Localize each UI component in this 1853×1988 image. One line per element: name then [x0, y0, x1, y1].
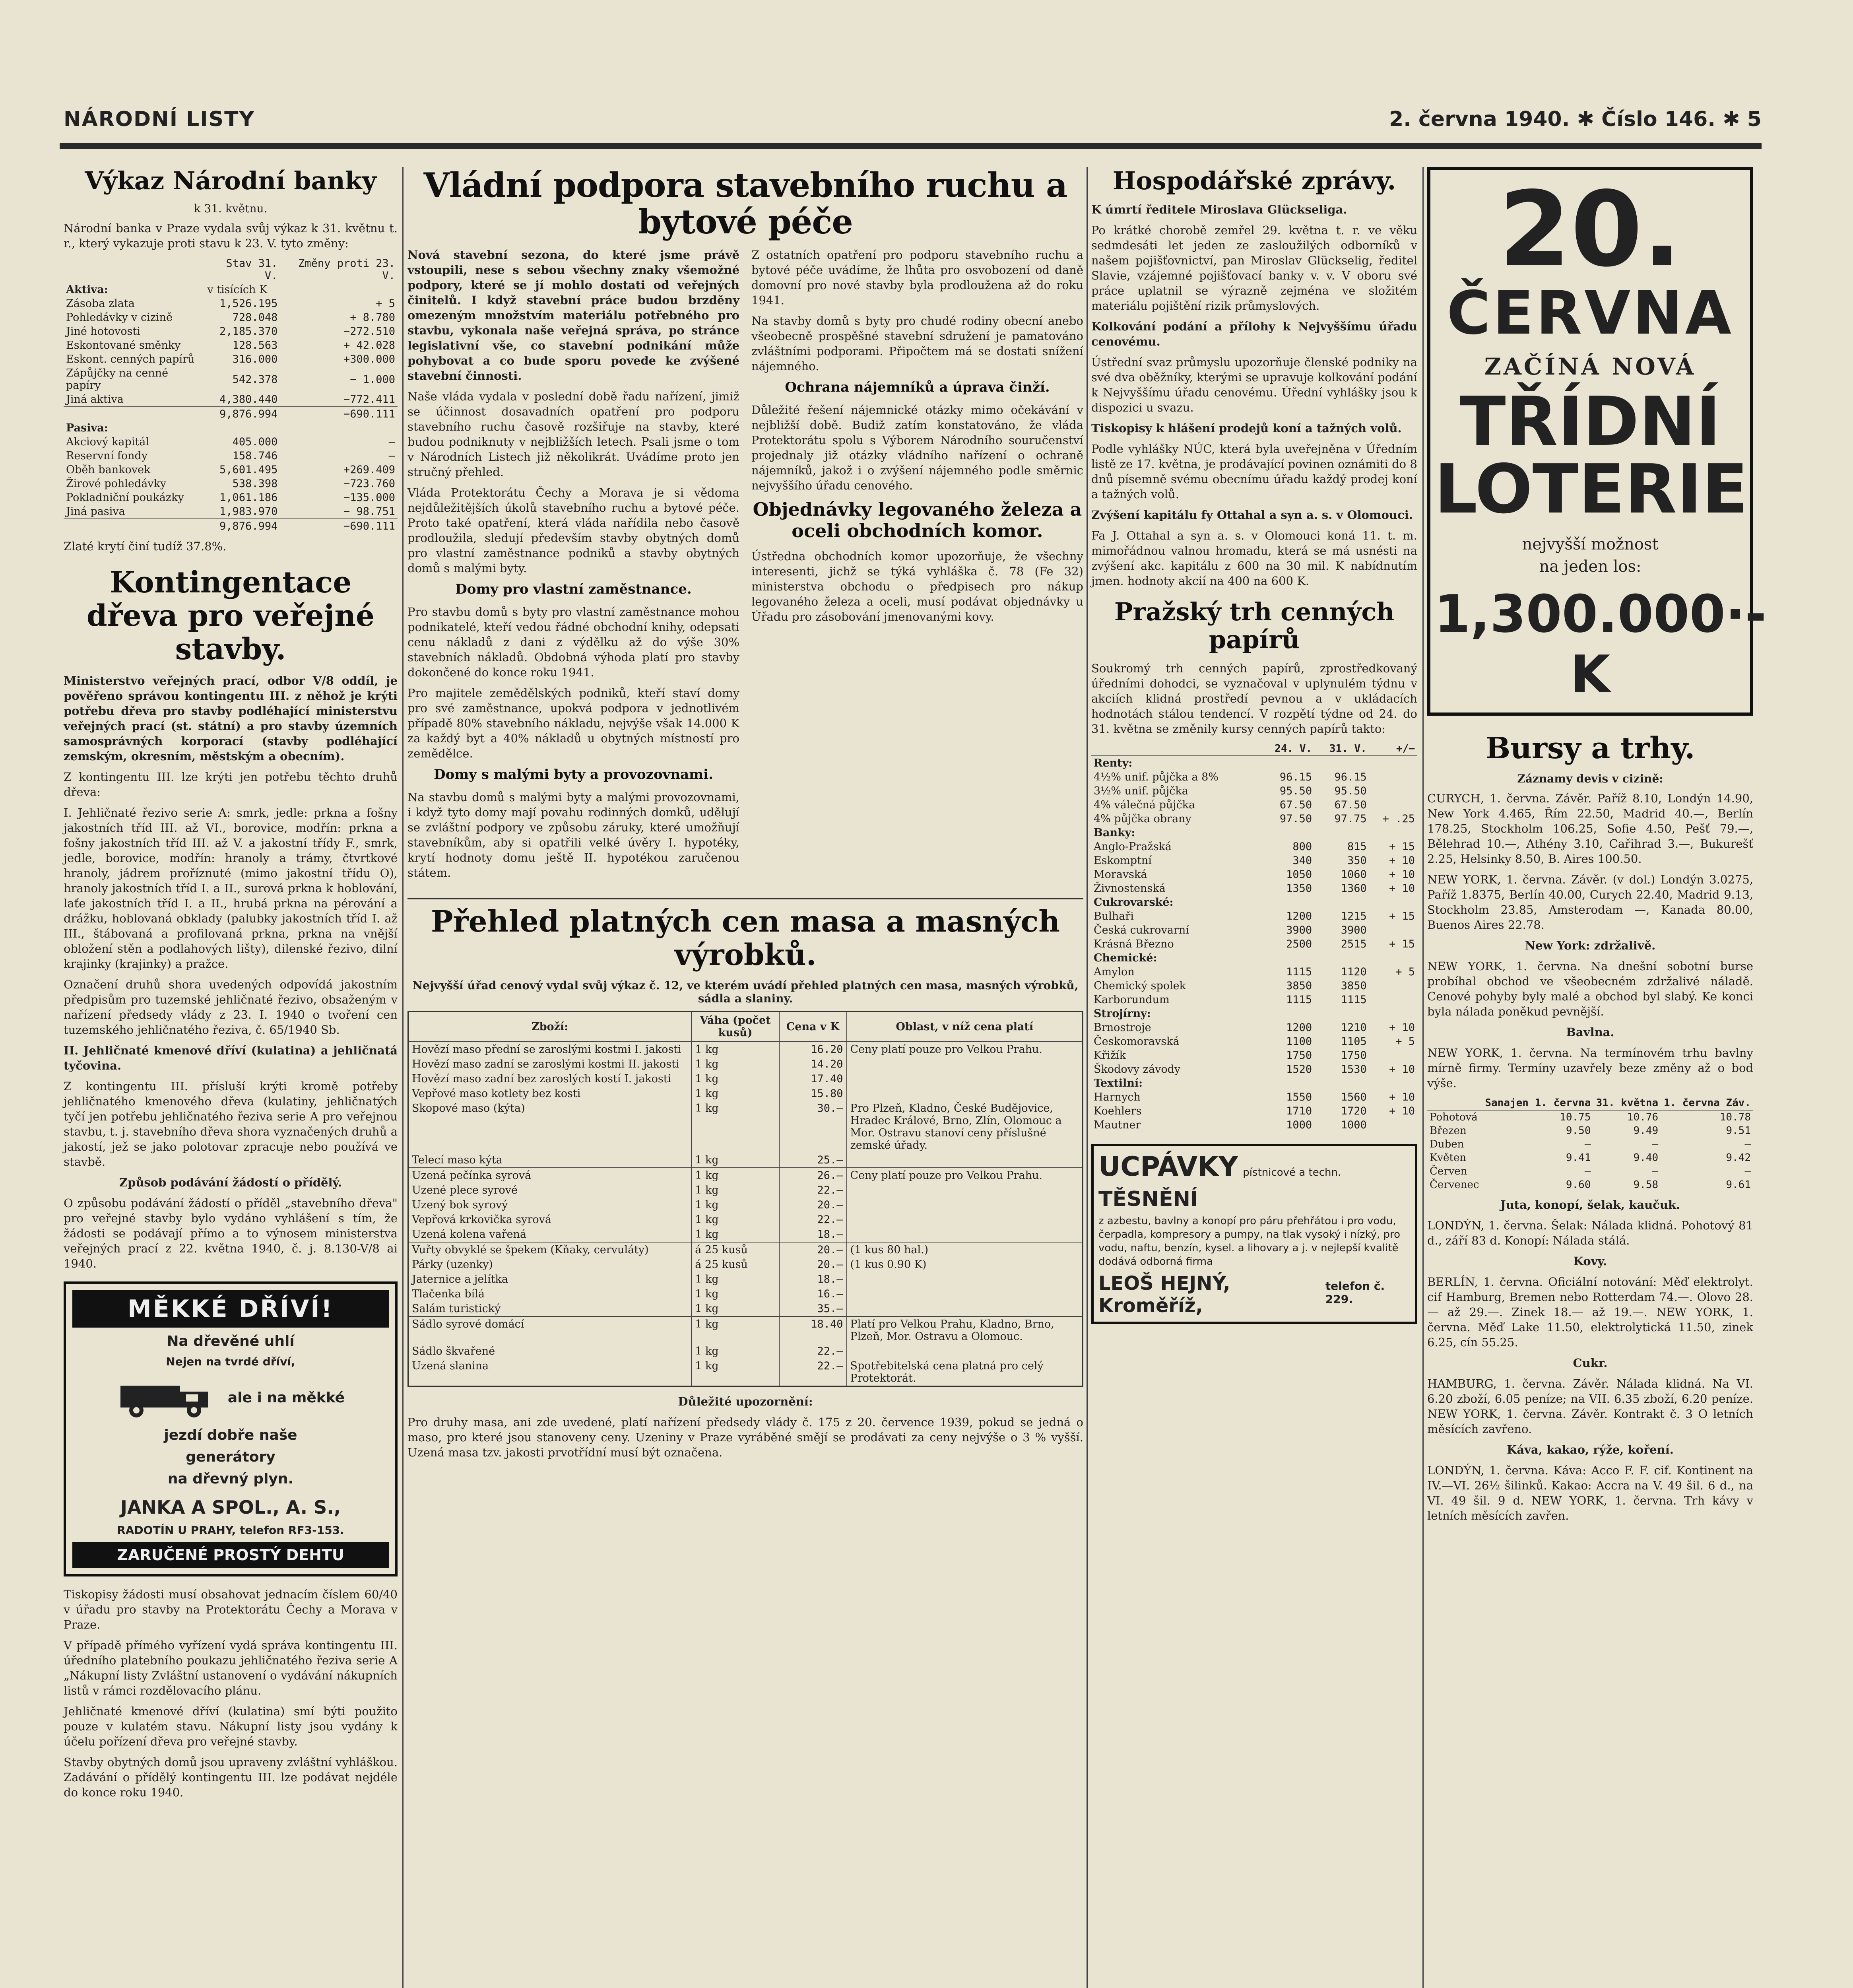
article-subheading: Juta, konopí, šelak, kaučuk.	[1500, 1198, 1680, 1211]
table-row: Mautner 1000 1000	[1094, 1119, 1367, 1131]
dateline: 2. června 1940. ✱ Číslo 146. ✱ 5	[1389, 107, 1762, 131]
notice-title: Důležité upozornění:	[678, 1395, 813, 1408]
article-subheading: Cukr.	[1573, 1356, 1608, 1370]
table-header: +/−	[1369, 742, 1417, 756]
table-header: 31. V.	[1314, 742, 1369, 756]
table-row: Eskomptní 340 350 + 10	[1094, 854, 1415, 867]
ad-firm: LEOŠ HEJNÝ, Kroměříž,	[1098, 1272, 1230, 1317]
table-row: 3½% unif. půjčka 95.50 95.50	[1094, 785, 1367, 797]
article-subheading: Zvýšení kapitálu fy Ottahal a syn a. s. v Olomouci.	[1091, 508, 1413, 522]
column-4	[1427, 167, 1767, 1529]
table-row: Škodovy závody 1520 1530 + 10	[1094, 1063, 1415, 1076]
table-header: Oblast, v níž cena platí	[847, 1011, 1083, 1042]
column-3	[1091, 167, 1417, 1324]
ad-banner: MĚKKÉ DŘÍVÍ!	[72, 1290, 389, 1328]
stock-group-label: Strojírny:	[1094, 1008, 1151, 1020]
lottery-advertisement	[1427, 167, 1767, 716]
table-header	[64, 256, 205, 283]
column-rule	[1087, 167, 1088, 1988]
table-row: Křižík 1750 1750	[1094, 1049, 1367, 1062]
ad-line: generátory	[186, 1449, 276, 1465]
gold-cover-note: Zlaté krytí činí tudíž 37.8%.	[64, 540, 227, 553]
ad-line: jezdí dobře naše	[164, 1427, 297, 1443]
meat-prices-subtitle: Nejvyšší úřad cenový vydal svůj výkaz č. 12, ve kterém uvádí přehled platných cen masa, masných výrobků, sádla a slaniny.	[412, 979, 1079, 1005]
article-subheading: Kovy.	[1573, 1254, 1607, 1268]
table-row: Sádlo škvařené 1 kg 22.—	[408, 1344, 1083, 1359]
table-row: Jaternice a jelítka 1 kg 18.—	[408, 1272, 1083, 1287]
table-total-row: 9,876.994 −690.111	[64, 519, 398, 533]
article-paragraph: NEW YORK, 1. června. Na dnešní sobotní burse probíhal obchod ve všeobecném zdržalivé náladě. Cenové pohyby byly malé a obchod byl slabý. Ke konci byla nálada poněkud pevnější.	[1427, 959, 1753, 1018]
article-subheading: New York: zdržalivě.	[1525, 939, 1656, 952]
stock-group-label: Textilní:	[1094, 1077, 1143, 1089]
article-paragraph: Jehličnaté kmenové dříví (kulatina) smí býti použito pouze v kulatém stavu. Nákupní listy jsou vydány k účelu pořízení dřeva pro veřejné stavby.	[64, 1705, 398, 1748]
table-row: Květen 9.41 9.40 9.42	[1430, 1152, 1751, 1164]
table-row: Českomoravská 1100 1105 + 5	[1094, 1035, 1415, 1048]
table-row: Párky (uzenky) á 25 kusů 20.— (1 kus 0.90 K)	[408, 1257, 1083, 1272]
table-row: Vepřová krkovička syrová 1 kg 22.—	[408, 1212, 1083, 1227]
masthead	[60, 99, 1762, 149]
column-2	[407, 167, 1083, 1466]
table-header: Sanajen 1. června	[1482, 1096, 1593, 1110]
table-row: Karborundum 1115 1115	[1094, 994, 1367, 1006]
table-row: Hovězí maso zadní bez zaroslých kostí I. jakosti 1 kg 17.40	[408, 1072, 1083, 1086]
article-paragraph: LONDÝN, 1. června. Káva: Acco F. F. cif. Kontinent na IV.—VI. 26½ šilinků. Kakao: Accra na V. 49 šil. 6 d., na VI. 49 šil. 9 d. NEW YORK, 1. června. Trh kávy v letních měsících zavřen.	[1427, 1464, 1753, 1522]
article-paragraph: LONDÝN, 1. června. Šelak: Nálada klidná. Pohotový 81 d., září 83 d. Konopí: Nálada stálá.	[1427, 1219, 1753, 1247]
table-row: Brnostroje 1200 1210 + 10	[1094, 1021, 1415, 1034]
ad-title: TĚSNĚNÍ	[1098, 1187, 1198, 1211]
meat-prices-title: Přehled platných cen masa a masných výrobků.	[407, 898, 1083, 972]
article-paragraph: HAMBURG, 1. června. Závěr. Nálada klidná. Na VI. 6.20 zboží, 6.05 peníze; na VII. 6.35 zboží, 6.20 peníze. NEW YORK, 1. června. Závěr. Kontrakt č. 3 O letních měsících zavřeno.	[1427, 1377, 1753, 1436]
table-row: Žirové pohledávky 538.398 −723.760	[66, 478, 395, 490]
ad-firm: JANKA A SPOL., A. S.,	[120, 1497, 341, 1518]
bank-report-table	[64, 256, 398, 533]
section-label: Pasiva:	[66, 422, 108, 434]
table-row: Červenec 9.60 9.58 9.61	[1430, 1179, 1751, 1191]
table-row: 4% půjčka obrany 97.50 97.75 + .25	[1094, 813, 1415, 825]
table-header: 24. V.	[1260, 742, 1315, 756]
article-subheading: Objednávky legovaného železa a oceli obchodních komor.	[753, 499, 1082, 542]
construction-support-title: Vládní podpora stavebního ruchu a bytové péče	[423, 165, 1067, 241]
article-paragraph: O způsobu podávání žádostí o příděl „stavebního dřeva" pro veřejné stavby bylo vydáno vyhlášení s tím, že žádosti se podávají přímo a to výnosem ministerstva veřejných prací z 22. května 1940, č. j. 8.130-V/8 ai 1940.	[64, 1196, 398, 1270]
article-paragraph: Ústřední svaz průmyslu upozorňuje členské podniky na své dva oběžníky, kterými se upravuje kolkování podání k Nejvyššímu úřadu cenovému. Úřední vyhlášky jsou k dispozici u svazu.	[1091, 355, 1417, 414]
units-label: v tisících K	[207, 283, 268, 296]
article-paragraph: Naše vláda vydala v poslední době řadu nařízení, jimiž se účinnost dosavadních opatření pro podporu stavebního ruchu časově rozšiřuje na stavby, které budou podniknuty v nejbližších letech. Psali jsme o tom v Národních Listech již několikrát. Uvádíme proto jen stručný přehled.	[407, 390, 739, 479]
table-row: Červen — — —	[1430, 1165, 1751, 1177]
article-paragraph: Označení druhů shora uvedených odpovídá jakostním předpisům pro tuzemské jehličnaté řezivo, obsaženým v nařízení předsedy vlády z 23. I. 1940 o tvoření cen tuzemského jehličnatého řeziva, č. 65/1940 Sb.	[64, 978, 398, 1037]
paper-title: NÁRODNÍ LISTY	[64, 107, 255, 131]
table-header	[1091, 742, 1260, 756]
table-row: Uzený bok syrový 1 kg 20.—	[408, 1198, 1083, 1212]
article-paragraph: Ústředna obchodních komor upozorňuje, že všechny interesenti, jichž se týká vyhláška č. 78 (Fe 32) ministerstva obchodu o předpisech pro nákup legovaného železa a oceli, musí podávat objednávky u Úřadu pro zásobování jmenovanými kovy.	[751, 549, 1083, 623]
article-subheading: II. Jehličnaté kmenové dříví (kulatina) a jehličnatá tyčovina.	[64, 1044, 398, 1072]
article-subheading: Způsob podávání žádostí o přídělý.	[119, 1176, 342, 1189]
table-row: Krásná Březno 2500 2515 + 15	[1094, 938, 1415, 950]
article-paragraph: Po krátké chorobě zemřel 29. května t. r. ve věku sedmdesáti let jeden ze zasloužilých odborníků v našem pojišťovnictví, pan Miroslav Glückselig, ředitel Slavie, vzájemné pojišťovací banky v. v. V oboru své práce uplatnil se výrazně zejména ve složitém materiálu pojištění rizik průmyslových.	[1091, 223, 1417, 313]
table-row: Akciový kapitál 405.000 —	[66, 436, 395, 448]
table-row: Březen 9.50 9.49 9.51	[1430, 1125, 1751, 1137]
article-lead: Ministerstvo veřejných prací, odbor V/8 oddíl, je pověřeno správou kontingentu III. z něhož je krýti potřebu dřeva pro stavby podléhající ministerstvu veřejných prací (st. státní) a pro stavby územních samosprávných korporací (stavby podléhající zemským, okresním, městským a obecním).	[64, 674, 398, 763]
article-paragraph: V případě přímého vyřízení vydá správa kontingentu III. úředního platebního poukazu jehličnatého řeziva serie A „Nákupní listy Zvláštní ustanovení o vydávání nákupních listů v rámci rozdělovacího plánu.	[64, 1639, 398, 1697]
article-paragraph: Na stavby domů s byty pro chudé rodiny obecní anebo všeobecně prospěšné stavební sdružení je pamatováno zvláštními podporami. Připočtem má se dostati snížení nájemného.	[751, 314, 1083, 373]
table-row: Uzená kolena vařená 1 kg 18.—	[408, 1227, 1083, 1242]
lottery-word-1: TŘÍDNÍ	[1459, 382, 1721, 461]
table-total-row: 9,876.994 −690.111	[64, 407, 398, 421]
article-paragraph: Důležité řešení nájemnické otázky mimo očekávání v nejbližší době. Budiž zatím konstatováno, že vláda Protektorátu spolu s Výborem Národního souručenství projednaly již otázky vládního nařízení o ochraně nájemníků, jakož i o zvýšení nájemného podle směrnic nejvyššího úřadu cenového.	[751, 403, 1083, 492]
stock-group-label: Cukrovarské:	[1094, 896, 1174, 909]
column-1	[64, 167, 398, 1806]
table-row: Sádlo syrové domácí 1 kg 18.40 Platí pro Velkou Prahu, Kladno, Brno, Plzeň, Mor. Ostravu a Olomouc.	[408, 1316, 1083, 1344]
lottery-month: ČERVNA	[1447, 279, 1734, 348]
article-paragraph: Z kontingentu III. lze krýti jen potřebu těchto druhů dřeva:	[64, 770, 398, 799]
article-paragraph: CURYCH, 1. června. Závěr. Paříž 8.10, Londýn 14.90, New York 4.465, Řím 22.50, Madrid 40.—, Berlín 178.25, Stockholm 106.25, Sofie 4.50, Pešť 79.—, Bělehrad 10.—, Athény 3.10, Cařihrad 3.—, Bukurešť 2.25, Helsinky 8.50, B. Aires 100.50.	[1427, 792, 1753, 866]
table-row: Pohotová 10.75 10.76 10.78	[1430, 1111, 1751, 1123]
article-paragraph: Podle vyhlášky NÚC, která byla uveřejněna v Úředním listě ze 17. května, je prodávající povinen oznámiti do 8 dnů písemně svému obecnímu úřadu každý prodej koní a tažných volů.	[1091, 442, 1417, 501]
table-row: Bulhaři 1200 1215 + 15	[1094, 910, 1415, 922]
article-paragraph: Z kontingentu III. přísluší krýti kromě potřeby jehličnatého kmenového dřeva (kulatiny, jehličnatých tyčí jen potřebu jehličnatého řeziva serie A pro veřejnou stavbu, t. j. stavebního dřeva shora vyznačených druhů a jakostí, jež se jako polotovar zpracuje nebo používá ve stavbě.	[64, 1079, 398, 1169]
article-paragraph: NEW YORK, 1. června. Závěr. (v dol.) Londýn 3.0275, Paříž 1.8375, Berlín 40.00, Curych 22.40, Madrid 9.13, Stockholm 23.85, Amsterodam —, Kanada 80.00, Buenos Aires 22.78.	[1427, 873, 1753, 932]
ad-title: UCPÁVKY	[1098, 1151, 1238, 1182]
article-paragraph: Tiskopisy žádosti musí obsahovat jednacím číslem 60/40 v úřadu pro stavby na Protektorátu Čechy a Morava v Praze.	[64, 1588, 398, 1631]
table-row: Oběh bankovek 5,601.495 +269.409	[66, 464, 395, 476]
table-row: Chemický spolek 3850 3850	[1094, 980, 1367, 992]
ad-line: na dřevný plyn.	[167, 1471, 294, 1487]
table-row: Uzené plece syrové 1 kg 22.—	[408, 1183, 1083, 1198]
table-row: Skopové maso (kýta) 1 kg 30.— Pro Plzeň, Kladno, České Budějovice, Hradec Králové, Brno, Zlín, Olomouc a Mor. Ostravu stanoví ceny příslušné zemské úřady.	[408, 1101, 1083, 1153]
lottery-note: nejvyšší možnost	[1522, 535, 1659, 553]
ad-line: ale i na měkké	[227, 1389, 345, 1406]
lottery-day: 20.	[1498, 170, 1682, 290]
article-subheading: Domy pro vlastní zaměstnance.	[455, 581, 692, 597]
table-header: 1. června Záv.	[1661, 1096, 1753, 1110]
table-header	[1427, 1096, 1482, 1110]
article-subheading: K úmrtí ředitele Miroslava Glückseliga.	[1091, 203, 1347, 216]
ad-phone: telefon č. 229.	[1325, 1279, 1385, 1306]
table-row: Vepřové maso kotlety bez kosti 1 kg 15.80	[408, 1086, 1083, 1101]
table-row: Jiná pasiva 1,983.970 − 98.751	[66, 505, 395, 518]
table-row: 4% válečná půjčka 67.50 67.50	[1094, 799, 1367, 811]
truck-illustration-icon	[116, 1374, 220, 1421]
table-row: Uzená pečínka syrová 1 kg 26.— Ceny platí pouze pro Velkou Prahu.	[408, 1168, 1083, 1183]
article-subheading: Káva, kakao, rýže, koření.	[1507, 1443, 1674, 1456]
ad-line: Nejen na tvrdé dříví,	[166, 1355, 295, 1368]
table-header: Váha (počet kusů)	[691, 1011, 779, 1042]
table-row: Duben — — —	[1430, 1138, 1751, 1150]
table-row: Salám turistický 1 kg 35.—	[408, 1301, 1083, 1316]
lottery-starts: ZAČÍNÁ NOVÁ	[1484, 353, 1696, 380]
stock-group-label: Renty:	[1094, 757, 1133, 769]
article-subheading: Tiskopisy k hlášení prodejů koní a tažných volů.	[1091, 421, 1402, 435]
table-row: Telecí maso kýta 1 kg 25.—	[408, 1153, 1083, 1168]
table-row: Vuřty obvyklé se špekem (Kňaky, cervuláty) á 25 kusů 20.— (1 kus 80 hal.)	[408, 1242, 1083, 1257]
advertisement-janka	[64, 1281, 398, 1576]
table-header: Cena v K	[779, 1011, 847, 1042]
table-row: Tlačenka bílá 1 kg 16.—	[408, 1287, 1083, 1301]
ad-line: Na dřevěné uhlí	[167, 1333, 295, 1349]
article-paragraph: Pro stavbu domů s byty pro vlastní zaměstnance mohou podnikatelé, kteří vedou řádné obchodní knihy, odepsati cenu nákladů z dani z výdělku až do výše 30% stavebních nákladů. Obdobná výhoda platí pro stavby dokončené do konce roku 1941.	[407, 605, 739, 679]
table-header: 31. května	[1593, 1096, 1661, 1110]
table-row: Reservní fondy 158.746 —	[66, 450, 395, 462]
table-row: Uzená slanina 1 kg 22.— Spotřebitelská cena platná pro celý Protektorát.	[408, 1359, 1083, 1386]
section-label: Aktiva:	[66, 283, 108, 296]
bank-report-title: Výkaz Národní banky	[85, 166, 376, 195]
stock-market-title: Pražský trh cenných papírů	[1114, 597, 1395, 654]
economic-news-title: Hospodářské zprávy.	[1112, 166, 1396, 195]
ad-guarantee: ZARUČENÉ PROSTÝ DEHTU	[72, 1542, 389, 1568]
meat-price-table	[407, 1011, 1083, 1387]
table-row: Eskontované směnky 128.563 + 42.028	[66, 339, 395, 351]
article-subheading: Domy s malými byty a provozovnami.	[434, 767, 713, 782]
table-row: Eskont. cenných papírů 316.000 +300.000	[66, 353, 395, 365]
article-paragraph: Soukromý trh cenných papírů, zprostředkovaný úředními dohodci, se vyznačoval v uplynulém týdnu v akciích klidná prostředí pevnou a v ukládacích hodnotách stálou tendencí. V rozpětí týdne od 24. do 31. května se změnily kursy cenných papírů takto:	[1091, 662, 1417, 736]
table-row: 4½% unif. půjčka a 8% 96.15 96.15	[1094, 771, 1367, 783]
table-row: Jiná aktiva 4,380.440 −772.411	[66, 393, 395, 406]
ad-address: RADOTÍN U PRAHY, telefon RF3-153.	[117, 1524, 344, 1537]
column-rule	[1422, 167, 1424, 1988]
timber-quota-title: Kontingentace dřeva pro veřejné stavby.	[86, 565, 375, 666]
table-row: Anglo-Pražská 800 815 + 15	[1094, 841, 1415, 853]
table-row: Zásoba zlata 1,526.195 + 5	[66, 297, 395, 310]
table-row: Moravská 1050 1060 + 10	[1094, 868, 1415, 881]
table-row: Česká cukrovarní 3900 3900	[1094, 924, 1367, 936]
article-paragraph: I. Jehličnaté řezivo serie A: smrk, jedle: prkna a fošny jakostních tříd III. až VI., borovice, modřín: prkna a fošny jakostních tříd III. až V. a jakostní třídy F., smrk, jedle, borovice, modřín: hranoly a trámy, čtvrtkové hranoly, jádrem proříznuté (mimo jakostní třídu O), hranoly jakostních tříd I. a II., surová prkna k hoblování, laťe jakostních tříd I. a II., hrubá prkna na pérování a drážku, hoblovaná obklady (palubky jakostních tříd I. až III., štábovaná a profilovaná prkna, prkna na vnější obložení stěn a podlahových lišty), dilenské řezivo, dilní krajinky (krajinky) a pražce.	[64, 806, 398, 971]
article-subheading: Ochrana nájemníků a úprava činží.	[785, 379, 1050, 395]
article-subheading: Bavlna.	[1566, 1025, 1614, 1039]
table-row: Koehlers 1710 1720 + 10	[1094, 1105, 1415, 1117]
markets-title: Bursy a trhy.	[1485, 731, 1695, 765]
bank-report-subtitle: k 31. květnu.	[194, 202, 268, 215]
lottery-prize: 1,300.000·- K	[1434, 584, 1767, 705]
stock-group-label: Chemické:	[1094, 952, 1157, 964]
cotton-table	[1427, 1096, 1753, 1192]
article-lead: Nová stavební sezona, do které jsme právě vstoupili, nese s sebou všechny znaky všemožné podpory, které se jí mohlo dostati od veřejných činitelů. I když stavební práce budou brzděny omezeným množstvím materiálu potřebného pro stavbu, vykonala naše veřejná správa, po stránce legislativní vše, co stavební podnikání může pohybovat a co bude sporu povede ke zvýšené stavební činnosti.	[407, 248, 739, 382]
article-paragraph: NEW YORK, 1. června. Na termínovém trhu bavlny mírně firmy. Termíny uzavřely beze změny až o bod výše.	[1427, 1046, 1753, 1090]
ad-line: pístnicové a techn.	[1243, 1167, 1341, 1178]
article-paragraph: Pro majitele zemědělských podniků, kteří staví domy pro své zaměstnance, upokvá podpora v jednotlivém případě 80% stavebního nákladu, nejvýše však 14.000 K za každý byt a 40% nákladů u obytných místností pro zemědělce.	[407, 686, 739, 760]
table-row: Pohledávky v cizině 728.048 + 8.780	[66, 311, 395, 324]
article-paragraph: Na stavbu domů s malými byty a malými provozovnami, i když tyto domy mají povahu rodinných domků, udělují se zvláštní podpory ve způsobu záruky, které umožňují stavebníkům, aby si opatřili velké úvěry I. hypotéky, krytí hodnoty domu ještě II. hypotékou zaručenou státem.	[407, 790, 739, 879]
table-header: Stav 31. V.	[226, 257, 278, 282]
notice-text: Pro druhy masa, ani zde uvedené, platí nařízení předsedy vlády č. 175 z 20. července 1939, pokud se jedná o maso, pro které jsou stanoveny ceny. Uzeniny v Praze vyráběné smějí se prodávati za ceny nejvýše o 3 % vyšší. Uzená masa tzv. jakosti prvotřídní musí být označena.	[407, 1415, 1083, 1459]
table-row: Amylon 1115 1120 + 5	[1094, 966, 1415, 978]
table-header: Změny proti 23. V.	[298, 257, 395, 282]
lottery-word-2: LOTERIE	[1434, 450, 1748, 529]
bank-report-intro: Národní banka v Praze vydala svůj výkaz k 31. květnu t. r., který vykazuje proti stavu k 23. V. tyto změny:	[64, 221, 398, 250]
table-header: Zboží:	[408, 1011, 692, 1042]
table-row: Harnych 1550 1560 + 10	[1094, 1091, 1415, 1103]
advertisement-hejny	[1091, 1144, 1417, 1324]
table-row: Hovězí maso zadní se zaroslými kostmi II. jakosti 1 kg 14.20	[408, 1057, 1083, 1072]
table-row: Jiné hotovosti 2,185.370 −272.510	[66, 325, 395, 338]
article-paragraph: Fa J. Ottahal a syn a. s. v Olomouci koná 11. t. m. mimořádnou valnou hromadu, která se má usnésti na zvýšení akc. kapitálu z 600 na 30 mil. K nabídnutím jmen. hodnoty akcií na 400 na 600 K.	[1091, 529, 1417, 588]
column-rule	[402, 167, 404, 1988]
article-paragraph: BERLÍN, 1. června. Oficiální notování: Měď elektrolyt. cif Hamburg, Bremen nebo Rotterdam 74.—. Olovo 28.— až 29.—. Zinek 18.— až 19.—. NEW YORK, 1. června. Měď Lake 11.50, elektrolytická 11.50, zinek 6.25, cín 55.25.	[1427, 1275, 1753, 1349]
lottery-note: na jeden los:	[1539, 557, 1642, 576]
stock-table	[1091, 742, 1417, 1132]
article-paragraph: Stavby obytných domů jsou upraveny zvláštní vyhláškou. Zadávání o přídělý kontingentu III. lze podávat nejdéle do konce roku 1940.	[64, 1755, 398, 1799]
article-paragraph: Vláda Protektorátu Čechy a Morava je si vědoma nejdůležitějších úkolů stavebního ruchu a bytové péče. Proto také opatření, která vláda nařídila nebo časově prodloužila, sledují především stavby obytných domů pro vlastní zaměstnance podniků a stavby obytných domů s malými byty.	[407, 486, 739, 575]
table-row: Pokladniční poukázky 1,061.186 −135.000	[66, 491, 395, 504]
ad-body: z azbestu, bavlny a konopí pro páru přehřátou i pro vodu, čerpadla, kompresory a pumpy, na tlak vysoký i nízký, pro vodu, naftu, benzín, kysel. a lihovary a j. v nejlepší kvalitě dodává odborná firma	[1098, 1215, 1401, 1268]
article-subheading: Kolkování podání a přílohy k Nejvyššímu úřadu cenovému.	[1091, 320, 1417, 348]
table-row: Hovězí maso přední se zaroslými kostmi I. jakosti 1 kg 16.20 Ceny platí pouze pro Velkou Prahu.	[408, 1042, 1083, 1057]
stock-group-label: Banky:	[1094, 827, 1135, 839]
markets-subtitle: Záznamy devis v cizině:	[1517, 772, 1663, 785]
article-paragraph: Z ostatních opatření pro podporu stavebního ruchu a bytové péče uvádíme, že lhůta pro osvobození od daně domovní pro nové stavby byla prodloužena až do roku 1941.	[751, 248, 1083, 307]
table-row: Živnostenská 1350 1360 + 10	[1094, 882, 1415, 895]
table-row: Zápůjčky na cenné papíry 542.378 − 1.000	[66, 367, 395, 392]
